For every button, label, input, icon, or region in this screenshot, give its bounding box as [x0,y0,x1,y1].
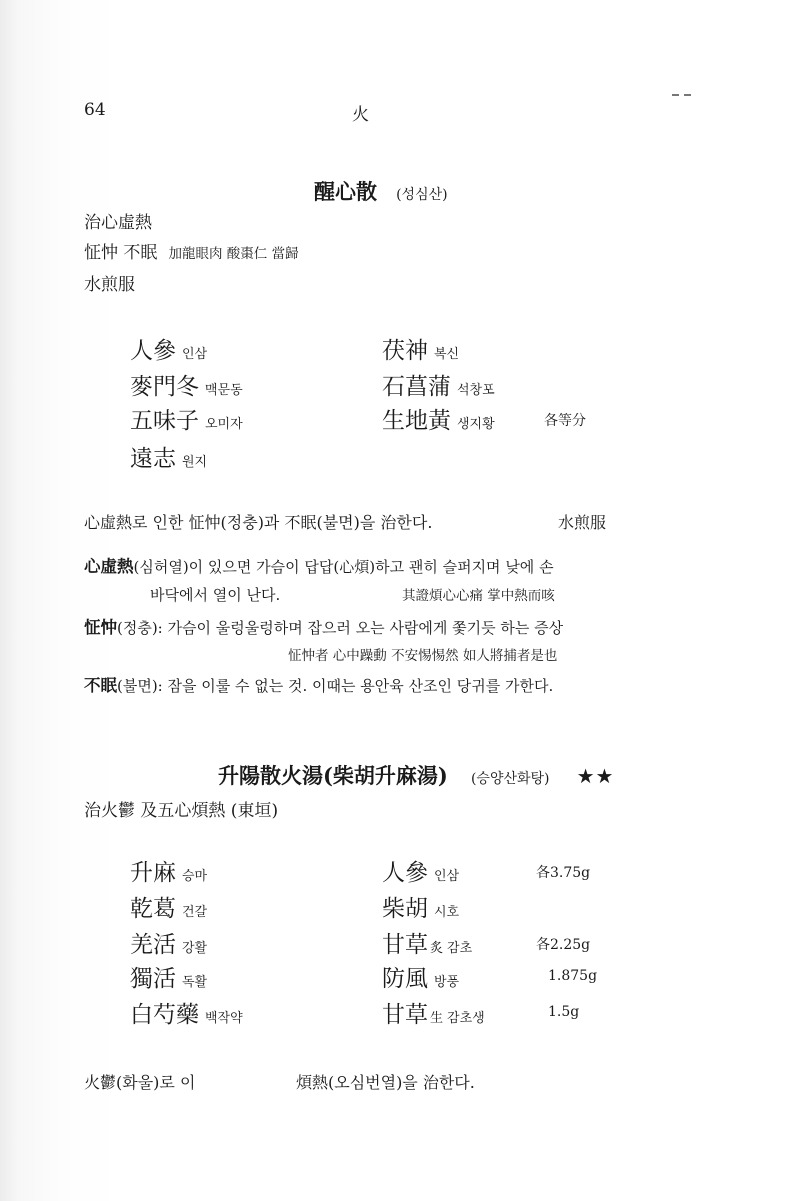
herb [130,960,207,993]
herb [382,890,459,923]
herb-name: 茯神 [382,338,428,364]
herb-reading: 인삼 [182,347,208,362]
summary-line-end: 煩熱(오심번열)을 治한다. [296,1073,475,1092]
herb-reading: 원지 [182,455,208,470]
herb-modifier: 生 [430,1011,444,1026]
herb-name: 羌活 [130,932,176,958]
amount: 1.5g [548,1004,580,1020]
section-2-heading [218,760,614,790]
term: 怔忡 [84,618,117,637]
herb-reading: 감초 [447,941,473,956]
symptoms: 怔忡 不眠 [84,243,158,263]
herb-reading: 방풍 [434,975,460,990]
herb-reading: 강활 [182,941,208,956]
herb [382,996,485,1029]
summary-line-start: 火鬱(화울)로 이 [84,1073,196,1092]
herb [130,402,243,435]
herb [130,926,207,959]
herb-name: 獨活 [130,966,176,992]
herb-name: 人參 [130,338,176,364]
herb-name: 防風 [382,966,428,992]
running-head: 火 [352,105,369,125]
herb-name: 人參 [382,860,428,886]
herb-modifier: 炙 [430,941,444,956]
herb-name: 甘草 [382,932,428,958]
herb-name: 麥門冬 [130,374,199,400]
amount: 1.875g [548,968,598,984]
classical-quote: 其證煩心心痛 掌中熱而咳 [402,588,555,604]
herb [130,368,243,401]
herb-name: 乾葛 [130,896,176,922]
herb-name: 白芍藥 [130,1002,199,1028]
classical-quote: 怔忡者 心中躁動 不安惕惕然 如人將捕者是也 [288,648,558,664]
page-number: 64 [84,100,106,120]
definition-1: 心虛熱(심허열)이 있으면 가슴이 답답(心煩)하고 괜히 슬퍼지며 낮에 손 [84,557,554,576]
modification-line [84,238,299,263]
term: 不眠 [84,676,117,695]
herb-name: 甘草 [382,1002,428,1028]
herb-reading: 복신 [434,347,460,362]
herb-reading: 백작약 [205,1011,243,1026]
indication-line: 治心虛熱 [84,213,152,233]
section-2-title: 升陽散火湯(柴胡升麻湯) [218,763,448,788]
herb [382,960,459,993]
herb-name: 石菖蒲 [382,374,451,400]
herb-name: 遠志 [130,446,176,472]
preparation-line: 水煎服 [84,275,135,295]
additions: 加龍眼肉 酸棗仁 當歸 [168,246,299,262]
definition-2: 怔忡(정충): 가슴이 울렁울렁하며 잡으러 오는 사람에게 쫓기듯 하는 증상 [84,618,564,637]
herb-reading: 시호 [434,905,460,920]
herb [130,854,207,887]
herb [130,332,207,365]
herb [130,890,207,923]
term: 心虛熱 [84,557,134,576]
herb-name: 五味子 [130,408,199,434]
definition-1-cont: 바닥에서 열이 난다. [150,586,281,604]
herb [382,368,495,401]
herb-reading: 생지황 [457,417,495,432]
herb-reading: 감초생 [447,1011,485,1026]
indication-line: 治火鬱 及五心煩熱 (東垣) [84,801,279,821]
herb-name: 升麻 [130,860,176,886]
dose: 各等分 [544,413,586,429]
herb-reading: 건갈 [182,905,208,920]
herb [130,996,243,1029]
herb-reading: 석창포 [457,383,495,398]
summary-tail: 水煎服 [558,513,607,532]
herb-reading: 독활 [182,975,208,990]
section-1-reading: (성심산) [396,187,448,203]
section-2-reading: (승양산화탕) [470,771,550,787]
herb-reading: 승마 [182,869,208,884]
edge-mark [672,84,712,92]
herb [382,926,472,959]
herb-name: 生地黃 [382,408,451,434]
herb [382,332,459,365]
herb [382,854,459,887]
herb-reading: 인삼 [434,869,460,884]
amount: 各2.25g [536,937,591,953]
herb-reading: 오미자 [205,417,243,432]
rating-stars: ★★ [576,764,615,788]
section-1-heading [314,176,448,206]
section-1-title: 醒心散 [314,179,377,204]
herb-name: 柴胡 [382,896,428,922]
herb-reading: 맥문동 [205,383,243,398]
summary-line: 心虛熱로 인한 怔忡(정충)과 不眠(불면)을 治한다. [84,513,433,532]
herb [382,402,495,435]
definition-3: 不眠(불면): 잠을 이룰 수 없는 것. 이때는 용안육 산조인 당귀를 가한다. [84,676,554,695]
herb [130,440,207,473]
amount: 各3.75g [536,865,591,881]
